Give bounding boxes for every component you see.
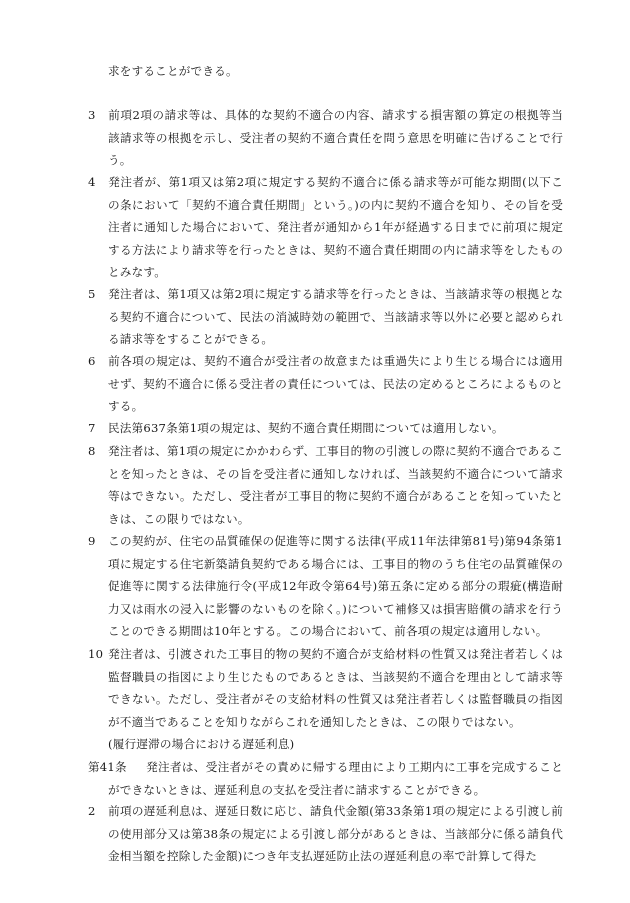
paragraph-7 [88,417,563,440]
paragraph-9 [88,530,563,643]
paragraph-number: 7 [88,421,96,435]
paragraph-6 [88,350,563,418]
paragraph-text: 発注者は、引渡された工事目的物の契約不適合が支給材料の性質又は発注者若しくは監督職員の指図により生じたものであるときは、当該契約不適合を理由として請求等できない。ただし、受注者がその支給材料の性質又は発注者若しくは監督職員の指図が不適当であることを知りながらこれを通知したときは、この限りではない。 [108,647,563,729]
article-41 [88,756,563,801]
paragraph-number: 10 [88,647,104,661]
paragraph-number: 9 [88,534,96,548]
article-number: 第41条 [88,760,127,774]
paragraph-4 [88,171,563,284]
paragraph-text: 発注者が、第1項又は第2項に規定する契約不適合に係る請求等が可能な期間(以下この条において「契約不適合責任期間」という。)の内に契約不適合を知り、その旨を受注者に通知した場合において、発注者が通知から1年が経過する日までに前項に規定する方法により請求等を行ったときは、契約不適合責任期間の内に請求等をしたものとみなす。 [108,175,563,279]
paragraph-number: 8 [88,444,96,458]
paragraph-text: この契約が、住宅の品質確保の促進等に関する法律(平成11年法律第81号)第94条第1項に規定する住宅新築請負契約である場合には、工事目的物のうち住宅の品質確保の促進等に関する法律施行令(平成12年政令第64号)第五条に定める部分の瑕疵(構造耐力又は雨水の浸入に影響のないものを除く。)について補修又は損害賠償の請求を行うことのできる期間は10年とする。この場合において、前各項の規定は適用しない。 [108,534,563,638]
paragraph-5 [88,283,563,351]
paragraph-number: 2 [88,804,96,818]
paragraph-text: 前各項の規定は、契約不適合が受注者の故意または重過失により生じる場合には適用せず、契約不適合に係る受注者の責任については、民法の定めるところによるものとする。 [108,354,563,413]
paragraph-8 [88,440,563,530]
paragraph-text: 民法第637条第1項の規定は、契約不適合責任期間については適用しない。 [108,421,504,435]
paragraph-text: 求をすることができる。 [108,64,238,78]
paragraph-3 [88,104,563,172]
paragraph-text: 前項2項の請求等は、具体的な契約不適合の内容、請求する損害額の算定の根拠等当該請求等の根拠を示し、受注者の契約不適合責任を問う意思を明確に告げることで行う。 [108,108,563,167]
article-text: 発注者は、受注者がその責めに帰する理由により工期内に工事を完成することができないときは、遅延利息の支払を受注者に請求することができる。 [108,760,563,797]
paragraph-number: 3 [88,108,96,122]
paragraph-number: 4 [88,175,96,189]
heading-text: (履行遅滞の場合における遅延利息) [108,737,295,751]
article-41-paragraph-2 [88,800,563,868]
paragraph-10 [88,643,563,733]
paragraph-number: 5 [88,287,96,301]
section-heading [88,733,563,756]
paragraph-continuation [88,60,563,83]
paragraph-number: 6 [88,354,96,368]
paragraph-text: 発注者は、第1項又は第2項に規定する請求等を行ったときは、当該請求等の根拠となる契約不適合について、民法の消滅時効の範囲で、当該請求等以外に必要と認められる請求等をすることができる。 [108,287,563,346]
paragraph-text: 発注者は、第1項の規定にかかわらず、工事目的物の引渡しの際に契約不適合であることを知ったときは、その旨を受注者に通知しなければ、当該契約不適合について請求等はできない。ただし、受注者が工事目的物に契約不適合があることを知っていたときは、この限りではない。 [108,444,563,526]
paragraph-text: 前項の遅延利息は、遅延日数に応じ、請負代金額(第33条第1項の規定による引渡し前の使用部分又は第38条の規定による引渡し部分があるときは、当該部分に係る請負代金相当額を控除した金額)につき年支払遅延防止法の遅延利息の率で計算して得た [108,804,563,863]
